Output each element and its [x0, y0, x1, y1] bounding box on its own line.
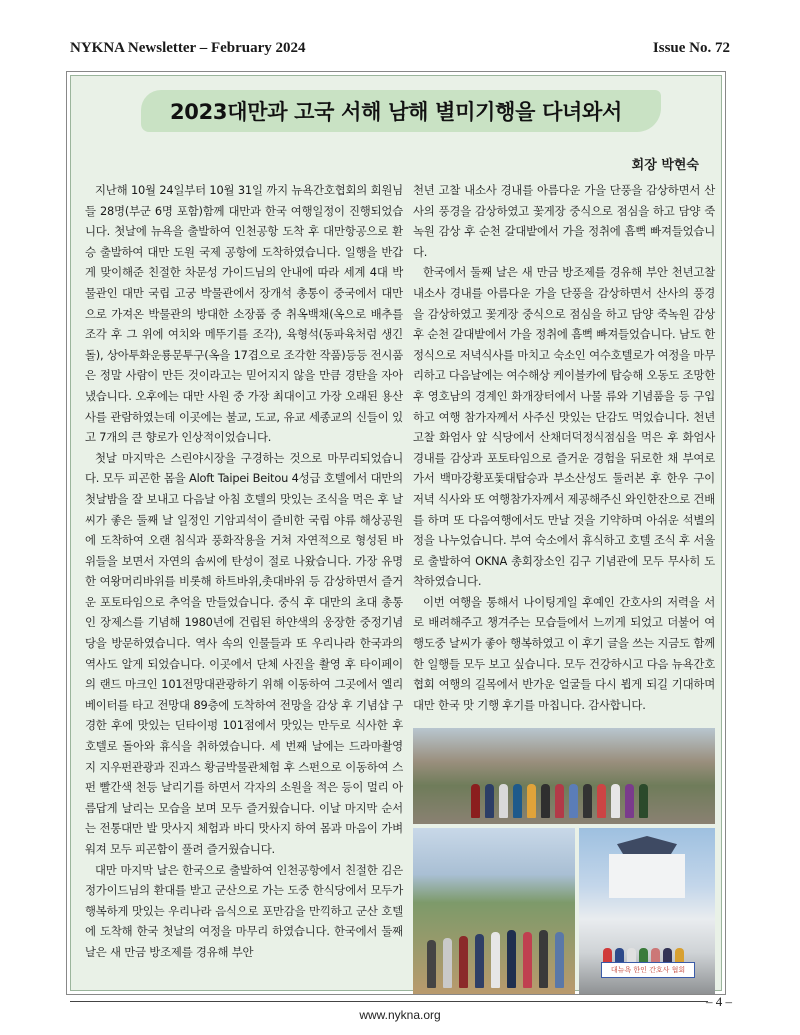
- article-author: 회장 박현숙: [631, 158, 699, 173]
- photo-collage: [413, 728, 715, 994]
- group-banner: 대뉴욕 한인 간호사 협회: [601, 962, 695, 978]
- article-title: 2023대만과 고국 서해 남해 별미기행을 다녀와서: [169, 100, 623, 124]
- article-column-right: [413, 180, 715, 715]
- footer-url[interactable]: www.nykna.org: [359, 1008, 441, 1022]
- paragraph: 한국에서 둘째 날은 새 만금 방조제를 경유해 부안 천년고찰 내소사 경내를 아름다운 가을 단풍을 감상하면서 산사의 풍경을 감상하였고 꽃게장 중식으로 점심을 하고 담양 죽녹원 감상 후 순천 갈대밭에서 가을 정취에 흠뻑 빠져들었습니다. 남도 한정식으로 저녁식사를 마치고 숙소인 여수호텔로가 여정을 마무리하고 다음날에는 여수해상 케이블카에 탑승해 오동도 조망한 후 영호남의 경계인 화개장터에서 나물 류와 기념품을 등 구입하고 여행 참가자께서 사주신 맛있는 단감도 먹었습니다. 천년고찰 화엄사 앞 식당에서 산채더덕정식점심을 먹은 후 화엄사경내를 감상과 포토타임으로 즐거운 경험을 뒤로한 채 부여로 가서 백마강황포돛대탑승과 부소산성도 둘러본 후 한우 구이 저녁 식사와 또 여행참가자께서 제공해주신 와인한잔으로 건배를 하며 또 다음여행에서도 만날 것을 기약하며 아쉬운 석별의 정을 나누었습니다. 부여 숙소에서 휴식하고 호텔 조식 후 서울로 출발하여 OKNA 총회장소인 김구 기념관에 모두 무사히 도착하였습니다.: [413, 265, 715, 589]
- newsletter-title: NYKNA Newsletter – February 2024: [70, 40, 306, 56]
- paragraph: 대만 마지막 날은 한국으로 출발하여 인천공항에서 친절한 김은정가이드님의 환대를 받고 군산으로 가는 도중 한식당에서 모두가 행복하게 맛있는 우리나라 음식으로 포만감을 만끽하고 군산 호텔에 도착해 한국 첫날의 여정을 마무리 하였습니다. 한국에서 둘째 날은 새 만금 방조제를 경유해 부안: [85, 862, 403, 959]
- paragraph: 지난해 10월 24일부터 10월 31일 까지 뉴욕간호협회의 회원님들 28명(부군 6명 포함)함께 대만과 한국 여행일정이 진행되었습니다. 첫날에 뉴욕을 출발하여 인천공항 도착 후 대만항공으로 환승 출발하여 대만 도원 국제 공항에 도착하였습니다. 일행을 반갑게 맞이해준 친절한 차문성 가이드님의 안내에 따라 세계 4대 박물관인 대만 국립 고궁 박물관에서 장개석 총통이 중국에서 대만으로 가져온 박물관의 방대한 소장품 중 취옥백채(옥으로 배추를 조각 후 그 위에 여치와 메뚜기를 조각), 육형석(동파육처럼 생긴 돌), 상아투화운룡문투구(옥을 17겹으로 조각한 작품)등등 전시품은 정말 사람이 만든 것이라고는 믿어지지 않을 만큼 경탄을 자아냈습니다. 오후에는 대만 사원 중 가장 최대이고 가장 오래된 용산사를 관람하였는데 이곳에는 불교, 도교, 유교 세종교의 신들이 있고 7개의 큰 향로가 인상적이었습니다.: [85, 183, 403, 445]
- group-photo-memorial-hall: [579, 828, 715, 994]
- article-panel: [70, 75, 722, 991]
- group-photo-street: [413, 728, 715, 824]
- paragraph: 첫날 마지막은 스린야시장을 구경하는 것으로 마무리되었습니다. 모두 피곤한 몸을 Aloft Taipei Beitou 4성급 호텔에서 대만의 첫날밤을 잘 보내고 다음날 아침 호텔의 맛있는 조식을 먹은 후 날씨가 좋은 둘째 날 일정인 기암괴석이 즐비한 국립 야류 해상공원에 도착하여 오랜 침식과 풍화작용을 거쳐 자연적으로 형성된 바위들을 보면서 자연의 솜씨에 탄성이 절로 나왔습니다. 가장 유명한 여왕머리바위를 비롯해 하트바위,촛대바위 등 감상하면서 즐거운 포토타임으로 추억을 만들었습니다. 중식 후 대만의 초대 총통인 장제스를 기념해 1980년에 건립된 하얀색의 웅장한 중정기념당을 방문하였습니다. 역사 속의 인물들과 또 우리나라 한국과의 역사도 알게 되었습니다. 이곳에서 단체 사진을 촬영 후 타이페이의 랜드 마크인 101전망대관광하기 위해 이동하여 그곳에서 엘리베이터를 타고 전망대 89층에 도착하여 전망을 감상 후 기념샵 구경한 후에 맛있는 딘타이펑 101점에서 맛있는 만두로 식사한 후 호텔로 돌아와 휴식을 취하였습니다. 세 번째 날에는 드라마촬영지 지우펀관광과 진과스 황금박물관체험 후 스펀으로 이동하여 스펀 빨간색 천등 날리기를 하면서 각자의 소원을 적은 등이 멀리 아름답게 날리는 모습을 보며 모두 즐거웠습니다. 이날 마지막 순서는 전통대만 발 맛사지 체험과 바디 맛사지 하여 몸과 마음이 가벼워져 모두 피곤함이 풀려 즐거웠습니다.: [85, 450, 403, 856]
- footer-divider: [70, 1001, 708, 1002]
- paragraph: 천년 고찰 내소사 경내를 아름다운 가을 단풍을 감상하면서 산사의 풍경을 감상하였고 꽃게장 중식으로 점심을 하고 담양 죽녹원 감상 후 순천 갈대밭에서 가을 정취에 흠뻑 빠져들었습니다.: [413, 183, 715, 259]
- article-column-left: [85, 180, 403, 963]
- article-frame: [66, 71, 726, 995]
- page-header: [70, 40, 730, 62]
- issue-number: Issue No. 72: [652, 40, 730, 56]
- paragraph: 이번 여행을 통해서 나이팅게일 후예인 간호사의 저력을 서로 배려해주고 챙겨주는 모습들에서 느끼게 되었고 더불어 여행도중 날씨가 좋아 행복하였고 이 후기 글을 쓰는 지금도 함께한 일행들 모두 보고 싶습니다. 모두 건강하시고 다음 뉴욕간호협회 여행의 길목에서 반가운 얼굴들 다시 뵙게 되길 기대하며 대만 한국 맛 기행 후기를 마칩니다. 감사합니다.: [413, 594, 715, 712]
- page-number: – 4 –: [706, 994, 732, 1009]
- group-photo-coast: [413, 828, 575, 994]
